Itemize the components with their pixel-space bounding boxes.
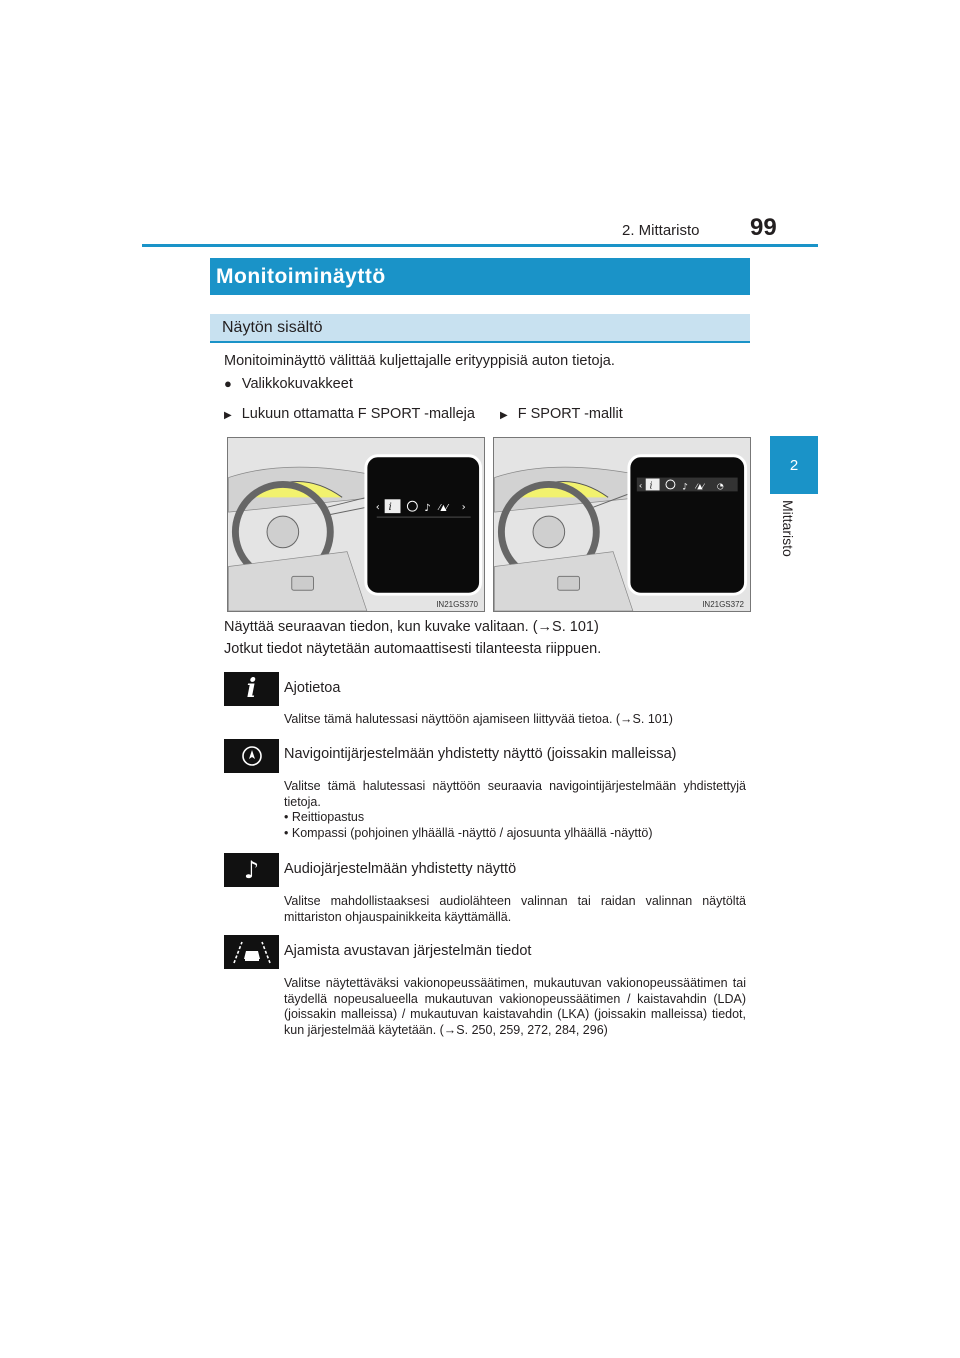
figure-fsport-cluster <box>493 437 751 612</box>
item-title-assist: Ajamista avustavan järjestelmän tiedot <box>284 943 532 959</box>
section-title: Monitoiminäyttö <box>210 258 750 295</box>
running-head: 2. Mittaristo <box>622 222 700 239</box>
music-note-icon: ♪ <box>224 853 279 887</box>
dashboard-illustration-fsport <box>494 438 750 611</box>
chapter-tab: 2 <box>770 436 818 494</box>
info-icon: i <box>224 672 279 706</box>
bullet-heading-text: Valikkokuvakkeet <box>241 376 353 392</box>
svg-text:⁄▲⁄: ⁄▲⁄ <box>439 503 448 513</box>
item-title-ajotietoa: Ajotietoa <box>284 680 341 696</box>
item-title-audio: Audiojärjestelmään yhdistetty näyttö <box>284 861 517 877</box>
intro-text: Monitoiminäyttö välittää kuljettajalle erityyppisiä auton tietoja. <box>224 353 615 369</box>
navigation-bullet-list <box>284 810 746 841</box>
svg-text:i: i <box>649 481 653 492</box>
chapter-label: Mittaristo <box>780 500 796 557</box>
svg-text:⁄▲⁄: ⁄▲⁄ <box>696 482 704 491</box>
svg-text:‹: ‹ <box>638 481 643 492</box>
item-text-navigation-body: Valitse tämä halutessasi näyttöön seuraavia navigointijärjestelmään yhdistettyjä tietoja. <box>284 779 746 809</box>
svg-text:›: › <box>461 502 466 514</box>
svg-text:♪: ♪ <box>682 482 688 493</box>
svg-text:i: i <box>388 502 392 514</box>
figure-id-2: IN21GS372 <box>702 600 744 609</box>
item-text-ajotietoa: Valitse tämä halutessasi näyttöön ajamiseen liittyvää tietoa. (→S. 101) <box>284 712 673 726</box>
list-item: • Reittiopastus <box>284 810 746 826</box>
figure-caption-2: ▶ F SPORT -mallit <box>500 406 623 422</box>
bullet-heading <box>224 376 353 392</box>
list-item: • Kompassi (pohjoinen ylhäällä -näyttö / ajosuunta ylhäällä -näyttö) <box>284 826 746 842</box>
driving-assist-icon <box>224 935 279 969</box>
item-text-assist: Valitse näytettäväksi vakionopeussäätimen, mukautuvan vakionopeussäätimen tai täydellä nopeusalueella mukautuvan vakionopeussäätimen / kaistavahdin (LDA) (joissakin malleissa) / mukautuvan kaistavahdin (LKA) (joissakin malleissa) tiedot, kun järjestelmää käytetään. (→S. 250, 259, 272, 284, 296) <box>284 976 746 1037</box>
subsection-title: Näytön sisältö <box>210 314 750 343</box>
figure-standard-cluster <box>227 437 485 612</box>
header-rule <box>142 244 818 247</box>
menu-bar-fsport <box>637 478 738 493</box>
svg-text:♪: ♪ <box>424 503 431 515</box>
svg-text:◔: ◔ <box>716 481 724 491</box>
after-figure-line-1: Näyttää seuraavan tiedon, kun kuvake valitaan. (→S. 101) <box>224 619 599 635</box>
navigation-icon <box>224 739 279 773</box>
after-figure-line-2: Jotkut tiedot näytetään automaattisesti tilanteesta riippuen. <box>224 641 602 657</box>
page-number: 99 <box>750 214 777 241</box>
item-text-audio: Valitse mahdollistaaksesi audiolähteen valinnan tai raidan valinnan näytöltä mittariston ohjauspainikkeita käyttämällä. <box>284 894 746 924</box>
figure-caption-1-text: Lukuun ottamatta F SPORT -malleja <box>241 406 475 422</box>
item-text-navigation <box>284 779 746 841</box>
figure-caption-1: ▶ Lukuun ottamatta F SPORT -malleja <box>224 406 475 422</box>
bullet-dot: ● <box>224 376 232 391</box>
figure-id-1: IN21GS370 <box>436 600 478 609</box>
item-title-navigation: Navigointijärjestelmään yhdistetty näyttö (joissakin malleissa) <box>284 746 677 762</box>
dashboard-illustration <box>228 438 484 611</box>
svg-text:‹: ‹ <box>375 502 380 514</box>
figure-caption-2-text: F SPORT -mallit <box>517 406 623 422</box>
